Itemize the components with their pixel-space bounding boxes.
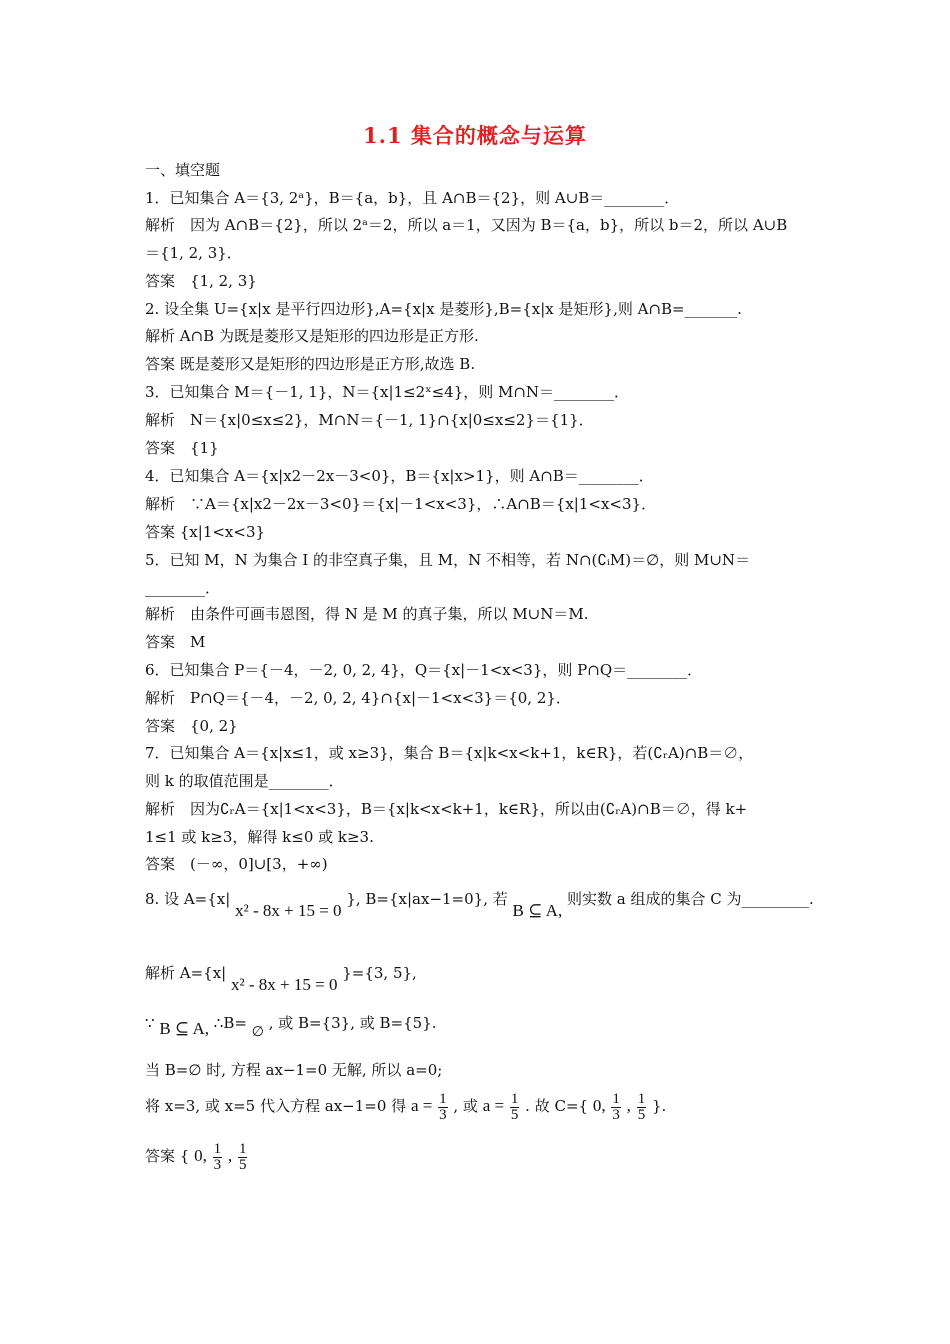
a8-equation: x² - 8x + 15 = 0 <box>231 975 338 994</box>
fraction-one-third-set: $\frac{1}{3}$ <box>612 1090 620 1123</box>
analysis-7-line-1: 解析 因为∁ᵣA＝{x|1<x<3}，B＝{x|k<x<k+1，k∈R}，所以由(∁ᵣA)∩B＝∅，得 k+ <box>145 800 748 818</box>
q8-subset: B ⊆ A, <box>512 901 563 920</box>
q8-equation: x² - 8x + 15 = 0 <box>235 901 342 920</box>
fraction-one-third: $\frac{1}{3}$ <box>439 1090 447 1123</box>
answer-1: 答案 {1, 2, 3} <box>145 272 257 290</box>
question-8 <box>145 884 820 920</box>
section-heading: 一、填空题 <box>145 161 221 179</box>
fraction-one-fifth: $\frac{1}{5}$ <box>510 1090 519 1123</box>
analysis-5: 解析 由条件可画韦恩图，得 N 是 M 的真子集，所以 M∪N＝M. <box>145 605 589 623</box>
answer-4: 答案 {x|1<x<3} <box>145 523 266 541</box>
analysis-8-line-1 <box>145 958 820 994</box>
answer-7: 答案 (－∞，0]∪[3，+∞) <box>145 855 328 873</box>
q8-prefix: 8. 设 A={x| <box>145 890 231 908</box>
a8-result: }={3, 5}, <box>342 964 417 982</box>
therefore-c: . 故 C={ <box>525 1097 589 1115</box>
a-equals-1: a = <box>410 1096 433 1115</box>
answer-5: 答案 M <box>145 633 206 651</box>
analysis-8-line-2 <box>145 1008 820 1040</box>
because-symbol: ∵ <box>145 1014 155 1032</box>
or-text: , 或 <box>453 1097 478 1115</box>
question-5-line-2: ________． <box>145 579 221 597</box>
analysis-6: 解析 P∩Q＝{－4，－2, 0, 2, 4}∩{x|－1<x<3}＝{0, 2}． <box>145 689 571 707</box>
analysis-3: 解析 N＝{x|0≤x≤2}，M∩N＝{－1, 1}∩{x|0≤x≤2}＝{1}． <box>145 411 594 429</box>
question-7-line-2: 则 k 的取值范围是________． <box>145 772 344 790</box>
answer-8-label: 答案 { <box>145 1147 190 1165</box>
set-close: }. <box>651 1097 667 1115</box>
empty-set: ∅ <box>251 1025 264 1040</box>
q8-suffix: 则实数 a 组成的集合 C 为_________. <box>566 890 814 908</box>
answer-fraction-third: $\frac{1}{3}$ <box>213 1140 222 1173</box>
answer-6: 答案 {0, 2} <box>145 717 238 735</box>
answer-2: 答案 既是菱形又是矩形的四边形是正方形,故选 B. <box>145 355 476 373</box>
answer-comma: , <box>227 1146 233 1165</box>
answer-8 <box>145 1136 820 1176</box>
a8-substitute: 将 x=3, 或 x=5 代入方程 ax−1=0 得 <box>145 1097 407 1115</box>
a8-cases: , 或 B={3}, 或 B={5}. <box>268 1014 437 1032</box>
set-comma: , <box>626 1096 631 1115</box>
question-3: 3．已知集合 M＝{－1, 1}，N＝{x|1≤2ˣ≤4}，则 M∩N＝________． <box>145 383 630 401</box>
therefore-b: ∴B= <box>213 1014 247 1032</box>
analysis-2: 解析 A∩B 为既是菱形又是矩形的四边形是正方形. <box>145 327 479 345</box>
question-4: 4．已知集合 A＝{x|x2－2x－3<0}，B＝{x|x>1}，则 A∩B＝________． <box>145 467 654 485</box>
question-5-line-1: 5．已知 M，N 为集合 I 的非空真子集，且 M，N 不相等，若 N∩(∁ᵢM)＝∅，则 M∪N＝ <box>145 551 751 569</box>
analysis-8-line-4 <box>145 1086 820 1126</box>
answer-fraction-fifth: $\frac{1}{5}$ <box>238 1140 247 1173</box>
analysis-7-line-2: 1≤1 或 k≥3，解得 k≤0 或 k≥3. <box>145 828 374 846</box>
analysis-1-line-2: ＝{1, 2, 3}． <box>145 244 242 262</box>
answer-3: 答案 {1} <box>145 439 219 457</box>
a8-subset: B ⊆ A, <box>159 1019 209 1038</box>
analysis-8-line-3: 当 B=∅ 时, 方程 ax−1=0 无解, 所以 a=0; <box>145 1061 443 1079</box>
analysis-1-line-1: 解析 因为 A∩B＝{2}，所以 2ᵃ＝2，所以 a＝1，又因为 B＝{a，b}，所以 b＝2，所以 A∪B <box>145 216 788 234</box>
question-2: 2. 设全集 U={x|x 是平行四边形},A={x|x 是菱形},B={x|x 是矩形},则 A∩B=_______. <box>145 300 742 318</box>
question-6: 6．已知集合 P＝{－4，－2, 0, 2, 4}，Q＝{x|－1<x<3}，则 P∩Q＝________． <box>145 661 703 679</box>
set-zero: 0, <box>592 1096 606 1115</box>
a8-prefix: 解析 A={x| <box>145 964 227 982</box>
page-title: 1.1 集合的概念与运算 <box>363 123 587 148</box>
question-7-line-1: 7．已知集合 A＝{x|x≤1，或 x≥3}，集合 B＝{x|k<x<k+1，k∈R}，若(∁ᵣA)∩B＝∅， <box>145 744 754 762</box>
q8-middle: }, B={x|ax−1=0}, 若 <box>346 890 508 908</box>
fraction-one-fifth-set: $\frac{1}{5}$ <box>637 1090 646 1123</box>
answer-zero: 0, <box>194 1146 207 1165</box>
analysis-4: 解析 ∵A＝{x|x2－2x－3<0}＝{x|－1<x<3}，∴A∩B＝{x|1<x<3}． <box>145 495 657 513</box>
a-equals-2: a = <box>482 1096 505 1115</box>
question-1: 1．已知集合 A＝{3, 2ᵃ}，B＝{a，b}，且 A∩B＝{2}，则 A∪B＝________． <box>145 189 680 207</box>
